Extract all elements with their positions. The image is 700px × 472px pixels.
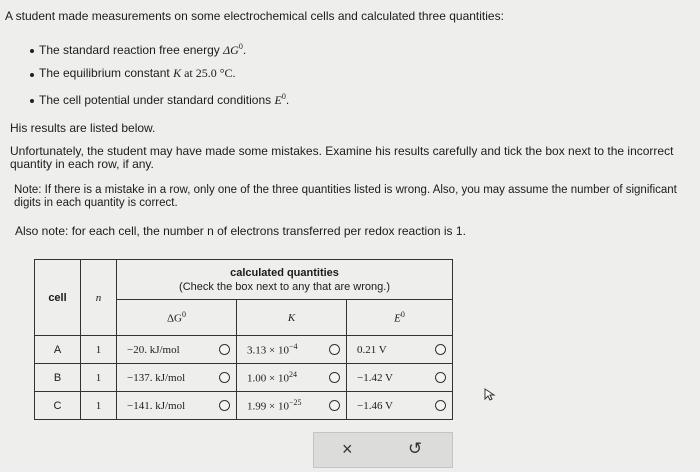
header-dg: $\Delta G^0$ [117, 300, 237, 336]
bullet-equilibrium: The equilibrium constant K at 25.0 °C. [39, 66, 236, 80]
row-n: 1 [81, 392, 117, 420]
checkbox-c-k[interactable] [329, 400, 340, 411]
results-listed: His results are listed below. [10, 121, 156, 135]
e-value: 0.21 V [357, 343, 387, 356]
checkbox-a-e[interactable] [435, 344, 446, 355]
row-cell-label: A [35, 336, 81, 364]
mouse-cursor-icon [484, 388, 496, 402]
row-n: 1 [81, 336, 117, 364]
k-value: $1.99 \times 10^{-25}$ [247, 398, 302, 413]
bullet-dot [30, 73, 34, 77]
row-n: 1 [81, 364, 117, 392]
checkbox-c-e[interactable] [435, 400, 446, 411]
bullet-dot [30, 99, 34, 103]
checkbox-b-k[interactable] [329, 372, 340, 383]
checkbox-c-dg[interactable] [219, 400, 230, 411]
table-row [35, 336, 453, 364]
header-n: n [81, 260, 117, 336]
e-value: −1.46 V [357, 399, 393, 412]
row-cell-label: B [35, 364, 81, 392]
checkbox-a-k[interactable] [329, 344, 340, 355]
instructions-text: Unfortunately, the student may have made some mistakes. Examine his results carefully and tick the box next to the incorrect quantity in each row, if any. [10, 144, 674, 171]
header-e: $E^0$ [347, 300, 453, 336]
k-value: $1.00 \times 10^{24}$ [247, 370, 297, 385]
header-cell: cell [35, 260, 81, 336]
header-calculated: calculated quantities (Check the box next to any that are wrong.) [117, 260, 453, 300]
checkbox-a-dg[interactable] [219, 344, 230, 355]
close-icon[interactable]: × [342, 439, 353, 459]
e-value: −1.42 V [357, 371, 393, 384]
dg-value: −137. kJ/mol [127, 371, 186, 384]
note-text: Note: If there is a mistake in a row, only one of the three quantities listed is wrong. Also, you may assume the number of significant digits in each quantity is correct. [14, 184, 677, 209]
header-k: K [237, 300, 347, 336]
checkbox-b-e[interactable] [435, 372, 446, 383]
also-note-text: Also note: for each cell, the number n of electrons transferred per redox reaction is 1. [15, 224, 466, 238]
row-cell-label: C [35, 392, 81, 420]
reset-icon[interactable]: ↺ [408, 439, 423, 458]
k-value: $3.13 \times 10^{-4}$ [247, 342, 298, 357]
results-table [34, 259, 453, 420]
bullet-free-energy: The standard reaction free energy $\Delta G^0$. [39, 42, 247, 57]
checkbox-b-dg[interactable] [219, 372, 230, 383]
table-row [35, 392, 453, 420]
bullet-cell-potential: The cell potential under standard conditions $E^0$. [39, 92, 290, 107]
action-bar [313, 432, 453, 468]
table-row [35, 364, 453, 392]
bullet-dot [30, 49, 34, 53]
dg-value: −141. kJ/mol [127, 399, 186, 412]
dg-value: −20. kJ/mol [127, 343, 180, 356]
intro-text: A student made measurements on some electrochemical cells and calculated three quantities: [5, 9, 504, 23]
